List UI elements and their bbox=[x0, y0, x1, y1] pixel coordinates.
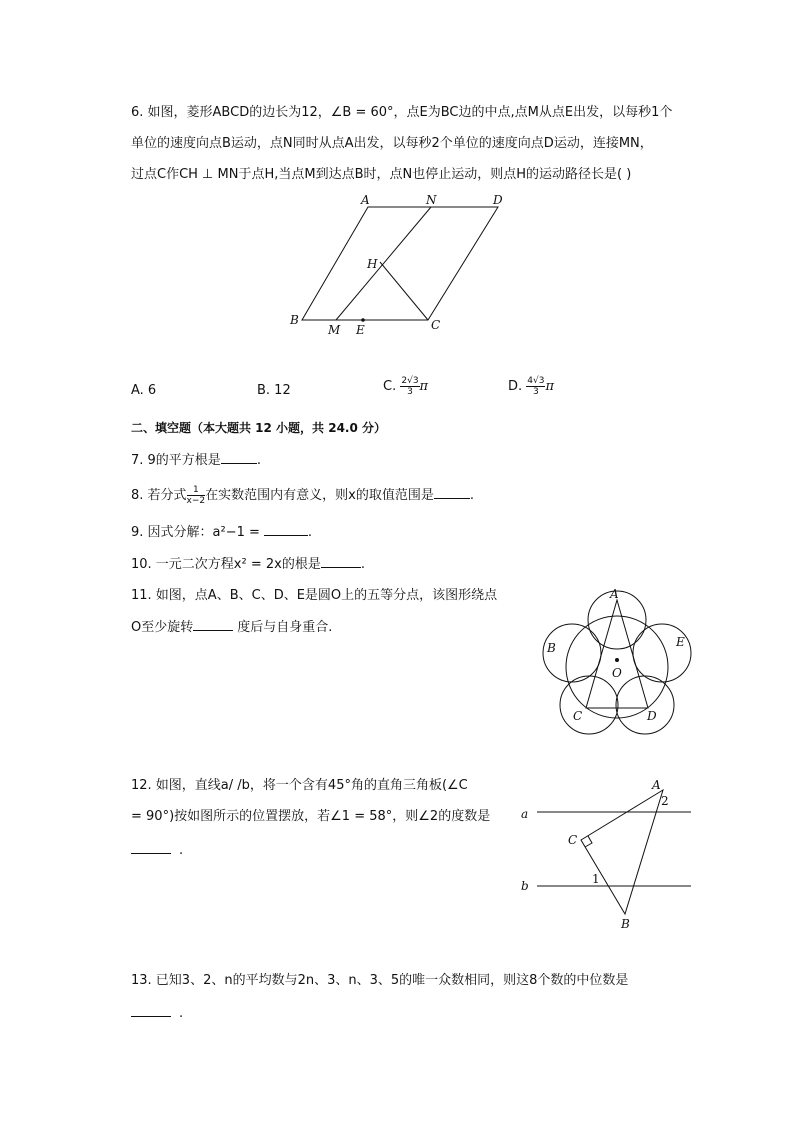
petal-c bbox=[560, 676, 618, 734]
q13-line2: . bbox=[131, 1004, 183, 1023]
label-d: D bbox=[647, 709, 657, 723]
section-title: 二、填空题（本大题共 12 小题，共 24.0 分） bbox=[131, 421, 387, 435]
segment-ch bbox=[380, 262, 428, 320]
label-c-vertex: C bbox=[568, 833, 578, 847]
q8-fraction: $\frac{1}{x-2}$ bbox=[186, 485, 206, 506]
right-angle-mark bbox=[585, 836, 592, 847]
label-a-vertex: A bbox=[652, 778, 661, 792]
label-a: A bbox=[610, 587, 619, 601]
q6-option-c bbox=[383, 376, 428, 397]
q6-option-d bbox=[508, 376, 554, 397]
q6-option-a: A. 6 bbox=[131, 383, 157, 398]
option-d-prefix: D. bbox=[508, 379, 523, 394]
q10: 10. 一元二次方程x² = 2x的根是 . bbox=[131, 557, 365, 572]
q12-line3: . bbox=[131, 841, 183, 860]
label-b: B bbox=[290, 313, 299, 327]
label-e: E bbox=[356, 323, 365, 337]
q7-answer-blank[interactable] bbox=[221, 451, 257, 464]
q6-option-b: B. 12 bbox=[257, 383, 291, 398]
rhombus-abcd bbox=[302, 207, 498, 320]
q7: 7. 9的平方根是 . bbox=[131, 453, 261, 468]
option-c-fraction: $\frac{2√3}{3}$ bbox=[401, 376, 419, 397]
q12-line1: 12. 如图，直线a/ /b，将一个含有45°角的直角三角板(∠C bbox=[131, 778, 468, 793]
q11-answer-blank[interactable] bbox=[193, 618, 233, 631]
q6-line3: 过点C作CH ⊥ MN于点H,当点M到达点B时，点N也停止运动，则点H的运动路径长是( ) bbox=[131, 167, 632, 182]
center-o-dot bbox=[615, 658, 619, 662]
option-d-pi: π bbox=[545, 379, 555, 394]
q13-line1: 13. 已知3、2、n的平均数与2n、3、n、3、5的唯一众数相同，则这8个数的中位数是 bbox=[131, 973, 629, 988]
label-m: M bbox=[328, 323, 341, 337]
label-angle-2: 2 bbox=[661, 794, 669, 808]
label-e: E bbox=[676, 635, 685, 649]
segment-mn bbox=[336, 207, 431, 320]
q6-line1: 6. 如图，菱形ABCD的边长为12，∠B = 60°，点E为BC边的中点,点M从点E出发，以每秒1个 bbox=[131, 105, 673, 120]
label-a: A bbox=[361, 193, 370, 207]
q6-rhombus-figure bbox=[280, 188, 520, 338]
q8: 8. 若分式 $\frac{1}{x-2}$ 在实数范围内有意义，则x的取值范围是 . bbox=[131, 485, 474, 506]
label-n: N bbox=[426, 193, 437, 207]
q11-line1: 11. 如图，点A、B、C、D、E是圆O上的五等分点，该图形绕点 bbox=[131, 588, 498, 603]
label-b: B bbox=[547, 641, 556, 655]
petal-d bbox=[616, 676, 674, 734]
q12-answer-blank[interactable] bbox=[131, 841, 171, 854]
option-d-fraction: $\frac{4√3}{3}$ bbox=[527, 376, 545, 397]
label-c: C bbox=[431, 318, 441, 332]
q9: 9. 因式分解：a²−1 = . bbox=[131, 525, 313, 540]
q11-line2: O至少旋转 度后与自身重合. bbox=[131, 620, 333, 635]
label-b-vertex: B bbox=[621, 917, 630, 931]
q6-line2: 单位的速度向点B运动，点N同时从点A出发，以每秒2个单位的速度向点D运动，连接MN， bbox=[131, 136, 653, 151]
q13-answer-blank[interactable] bbox=[131, 1004, 171, 1017]
label-o: O bbox=[612, 666, 622, 680]
q12-line2: = 90°)按如图所示的位置摆放，若∠1 = 58°，则∠2的度数是 bbox=[131, 809, 491, 824]
label-angle-1: 1 bbox=[592, 872, 600, 886]
q11-circle-figure bbox=[540, 584, 700, 738]
q12-triangle-figure bbox=[515, 774, 700, 934]
triangle-abc bbox=[581, 790, 663, 914]
point-e-dot bbox=[361, 318, 365, 322]
petal-e bbox=[633, 624, 691, 682]
label-d: D bbox=[493, 193, 503, 207]
label-a-line: a bbox=[521, 807, 529, 821]
option-c-prefix: C. bbox=[383, 379, 397, 394]
label-h: H bbox=[367, 257, 378, 271]
q10-answer-blank[interactable] bbox=[321, 555, 361, 568]
label-c: C bbox=[573, 709, 583, 723]
option-c-pi: π bbox=[419, 379, 429, 394]
q8-answer-blank[interactable] bbox=[434, 486, 470, 499]
q9-answer-blank[interactable] bbox=[264, 523, 308, 536]
label-b-line: b bbox=[521, 879, 529, 893]
